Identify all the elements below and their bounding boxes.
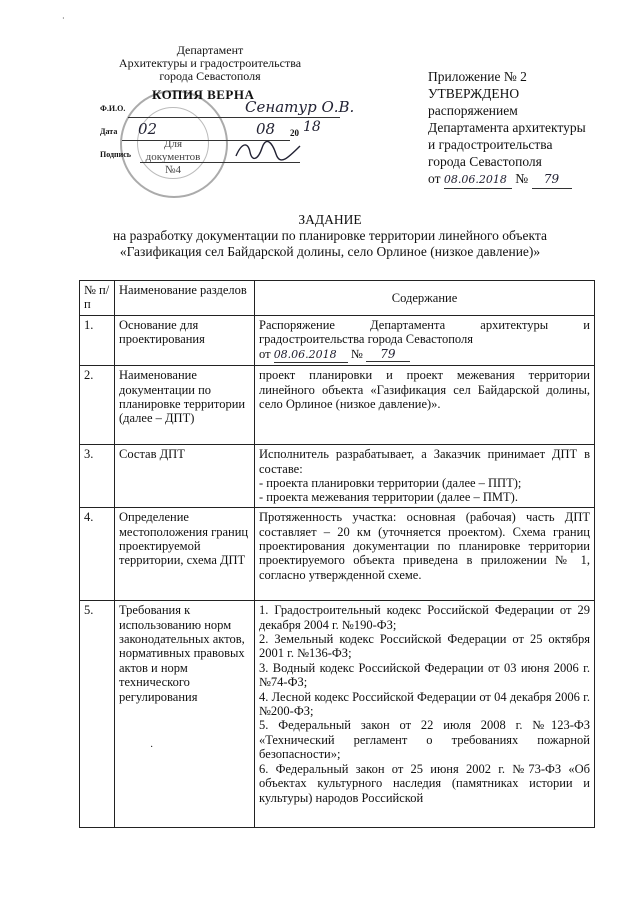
row-name: Определение местоположения границ проектируемой территории, схема ДПТ	[115, 508, 255, 601]
fio-underline	[128, 116, 340, 118]
row-content-text: Исполнитель разрабатывает, а Заказчик принимает ДПТ в составе:	[259, 447, 590, 476]
signature-mark	[232, 140, 304, 162]
row-num: 2.	[80, 366, 115, 445]
row-number-handwritten: 79	[366, 347, 410, 362]
row-content	[255, 445, 595, 508]
scan-speck: ·	[150, 742, 154, 753]
row-content	[255, 601, 595, 828]
row-content	[255, 316, 595, 366]
law-item: 4. Лесной кодекс Российской Федерации от 04 декабря 2006 г. №200-ФЗ;	[259, 689, 590, 719]
law-item: 6. Федеральный закон от 25 июня 2002 г. №73-ФЗ «Об объектах культурного наследия (памятниках истории и культуры) народов Российской	[259, 761, 590, 805]
signature-label: Подпись	[100, 150, 132, 159]
approval-date-line	[428, 170, 628, 189]
approval-line: и градостроительства	[428, 137, 553, 152]
row-name: Состав ДПТ	[115, 445, 255, 508]
department-block	[100, 44, 320, 83]
row-no-label: №	[350, 346, 363, 361]
row-num: 4.	[80, 508, 115, 601]
certified-copy-title: КОПИЯ ВЕРНА	[152, 87, 255, 102]
approval-from-label: от	[428, 171, 441, 186]
table-row	[80, 445, 595, 508]
approval-line: Департамента архитектуры	[428, 120, 586, 135]
row-date-handwritten: 08.06.2018	[274, 348, 348, 363]
document-title-block	[60, 212, 600, 260]
approval-no-label: №	[515, 171, 529, 186]
table-row	[80, 601, 595, 828]
document-subtitle-line: «Газификация сел Байдарской долины, село Орлиное (низкое давление)»	[119, 244, 541, 259]
department-line: Департамент	[176, 43, 244, 57]
header-content: Содержание	[255, 281, 595, 316]
date-year-prefix: 20	[290, 128, 299, 138]
table-row	[80, 508, 595, 601]
row-content-item: - проекта планировки территории (далее – ППТ);	[259, 476, 522, 491]
row-name: Наименование документации по планировке территории (далее – ДПТ)	[115, 366, 255, 445]
department-line: города Севастополя	[159, 69, 261, 83]
approval-line: Приложение № 2	[428, 69, 527, 84]
stamp-text-line: Для	[163, 138, 183, 150]
date-label: Дата	[100, 127, 118, 136]
stamp-text-line: №4	[165, 164, 181, 176]
row-content-text: Распоряжение Департамента архитектуры и градостроительства города Севастополя	[259, 318, 590, 347]
row-num: 1.	[80, 316, 115, 366]
approval-number-handwritten: 79	[532, 171, 572, 189]
law-item: 5. Федеральный закон от 22 июля 2008 г. №123-ФЗ «Технический регламент о требованиях пожарной безопасности»;	[259, 718, 590, 762]
approval-block	[428, 68, 628, 189]
header-name: Наименование разделов	[115, 281, 255, 316]
fio-handwritten: Сенатур О.В.	[245, 98, 355, 116]
law-item: 3. Водный кодекс Российской Федерации от 03 июня 2006 г. №74-ФЗ;	[259, 660, 590, 690]
stamp-text-line: документов	[145, 151, 201, 163]
table-row	[80, 366, 595, 445]
document-subtitle-line: на разработку документации по планировке территории линейного объекта	[113, 228, 547, 243]
row-content: проект планировки и проект межевания территории линейного объекта «Газификация сел Байдарской долины, село Орлиное (низкое давление)».	[255, 366, 595, 445]
row-content-date-line	[259, 347, 590, 363]
law-item: 1. Градостроительный кодекс Российской Федерации от 29 декабря 2004 г. №190-ФЗ;	[259, 603, 590, 632]
header-num: № п/п	[80, 281, 115, 316]
approval-line: города Севастополя	[428, 154, 542, 169]
document-heading: ЗАДАНИЕ	[298, 212, 362, 227]
department-line: Архитектуры и градостроительства	[118, 56, 302, 70]
row-content-item: - проекта межевания территории (далее – ПМТ).	[259, 490, 518, 505]
approval-line: распоряжением	[428, 103, 518, 118]
stamp-text	[138, 138, 208, 177]
date-month-handwritten: 08	[256, 120, 276, 138]
scan-speck: ·	[62, 14, 65, 23]
table-row	[80, 316, 595, 366]
task-table	[79, 280, 595, 828]
row-num: 3.	[80, 445, 115, 508]
row-from-label: от	[259, 346, 271, 361]
approval-line: УТВЕРЖДЕНО	[428, 86, 520, 101]
row-num: 5.	[80, 601, 115, 828]
row-name: Требования к использованию норм законодательных актов, нормативных правовых актов и норм технического регулирования	[115, 601, 255, 828]
row-name: Основание для проектирования	[115, 316, 255, 366]
approval-date-handwritten: 08.06.2018	[444, 171, 512, 189]
date-day-handwritten: 02	[138, 120, 158, 138]
row-content: Протяженность участка: основная (рабочая) часть ДПТ составляет – 20 км (уточняется проектом). Схема границ проектирования документации по планировке территории проектируемого объекта приведена в приложении № 1, согласно утвержденной схеме.	[255, 508, 595, 601]
fio-label: Ф.И.О.	[100, 104, 126, 113]
table-header-row	[80, 281, 595, 316]
date-year-handwritten: 18	[303, 119, 321, 135]
law-item: 2. Земельный кодекс Российской Федерации от 25 октября 2001 г. №136-ФЗ;	[259, 632, 590, 661]
